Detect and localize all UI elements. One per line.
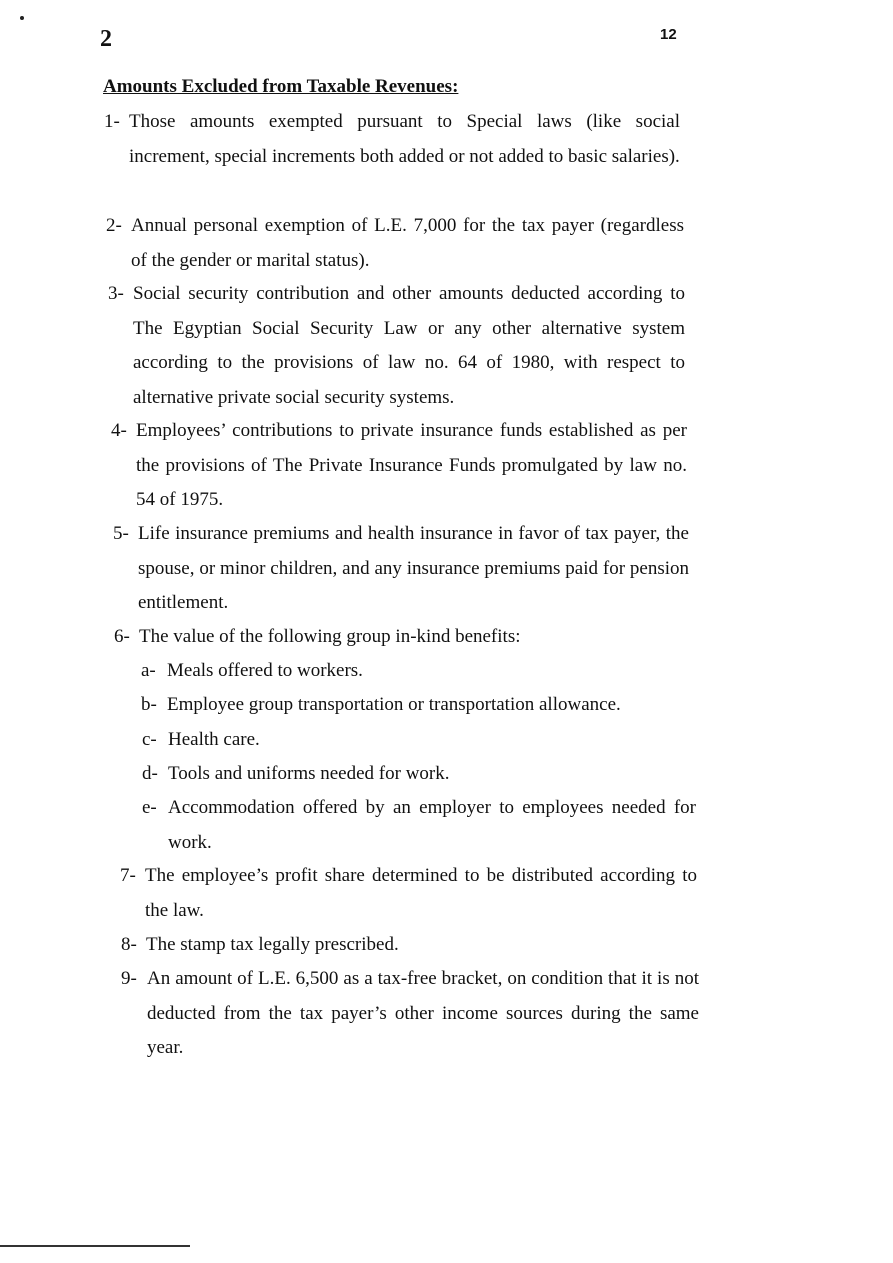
list-item-text: The value of the following group in-kind benefits: [139,626,521,647]
list-item-5 [113,517,689,621]
list-item-number: 7- [120,865,136,886]
list-item-number: 4- [111,420,127,441]
list-item-text: An amount of L.E. 6,500 as a tax-free bracket, on condition that it is not deducted from the tax payer’s other income sources during the same year. [147,968,699,1058]
sub-item-text: Meals offered to workers. [167,660,363,681]
list-item-number: 8- [121,934,137,955]
list-item-text: Life insurance premiums and health insurance in favor of tax payer, the spouse, or minor children, and any insurance premiums paid for pension entitlement. [138,523,689,613]
list-item-text: Employees’ contributions to private insurance funds established as per the provisions of The Private Insurance Funds promulgated by law no. 54 of 1975. [136,420,687,510]
sub-item-e [142,791,696,860]
sub-item-text: Accommodation offered by an employer to employees needed for work. [168,797,696,853]
list-item-number: 3- [108,283,124,304]
page-number-right: 12 [660,26,677,43]
list-item-1 [104,105,680,174]
list-item-text: The employee’s profit share determined to be distributed according to the law. [145,865,697,921]
sub-item-a [141,654,696,689]
list-item-4 [111,414,687,518]
sub-item-b [141,688,696,723]
list-item-2 [106,209,684,278]
list-item-number: 9- [121,968,137,989]
sub-item-letter: a- [141,660,156,681]
list-item-7 [120,859,697,928]
list-item-text: Those amounts exempted pursuant to Special laws (like social increment, special increments both added or not added to basic salaries). [129,111,680,167]
list-item-number: 2- [106,215,122,236]
section-heading: Amounts Excluded from Taxable Revenues: [103,76,459,97]
list-item-text: Annual personal exemption of L.E. 7,000 for the tax payer (regardless of the gender or marital status). [131,215,684,271]
list-item-3 [108,277,685,415]
list-item-text: Social security contribution and other amounts deducted according to The Egyptian Social Security Law or any other alternative system according to the provisions of law no. 64 of 1980, with respect to alternative private social security systems. [133,283,685,408]
bottom-rule [0,1245,190,1247]
sub-item-letter: e- [142,797,157,818]
sub-item-text: Employee group transportation or transportation allowance. [167,694,621,715]
sub-item-letter: d- [142,763,158,784]
list-item-8 [121,928,698,963]
list-item-6 [114,620,690,655]
list-item-text: The stamp tax legally prescribed. [146,934,399,955]
sub-item-letter: c- [142,729,157,750]
list-item-9 [121,962,699,1066]
sub-item-text: Health care. [168,729,260,750]
sub-item-c [142,723,697,758]
page-number-left: 2 [100,26,112,52]
list-item-number: 5- [113,523,129,544]
scan-mark [20,16,24,20]
sub-item-text: Tools and uniforms needed for work. [168,763,450,784]
list-item-number: 1- [104,111,120,132]
list-item-number: 6- [114,626,130,647]
sub-item-letter: b- [141,694,157,715]
sub-item-d [142,757,697,792]
